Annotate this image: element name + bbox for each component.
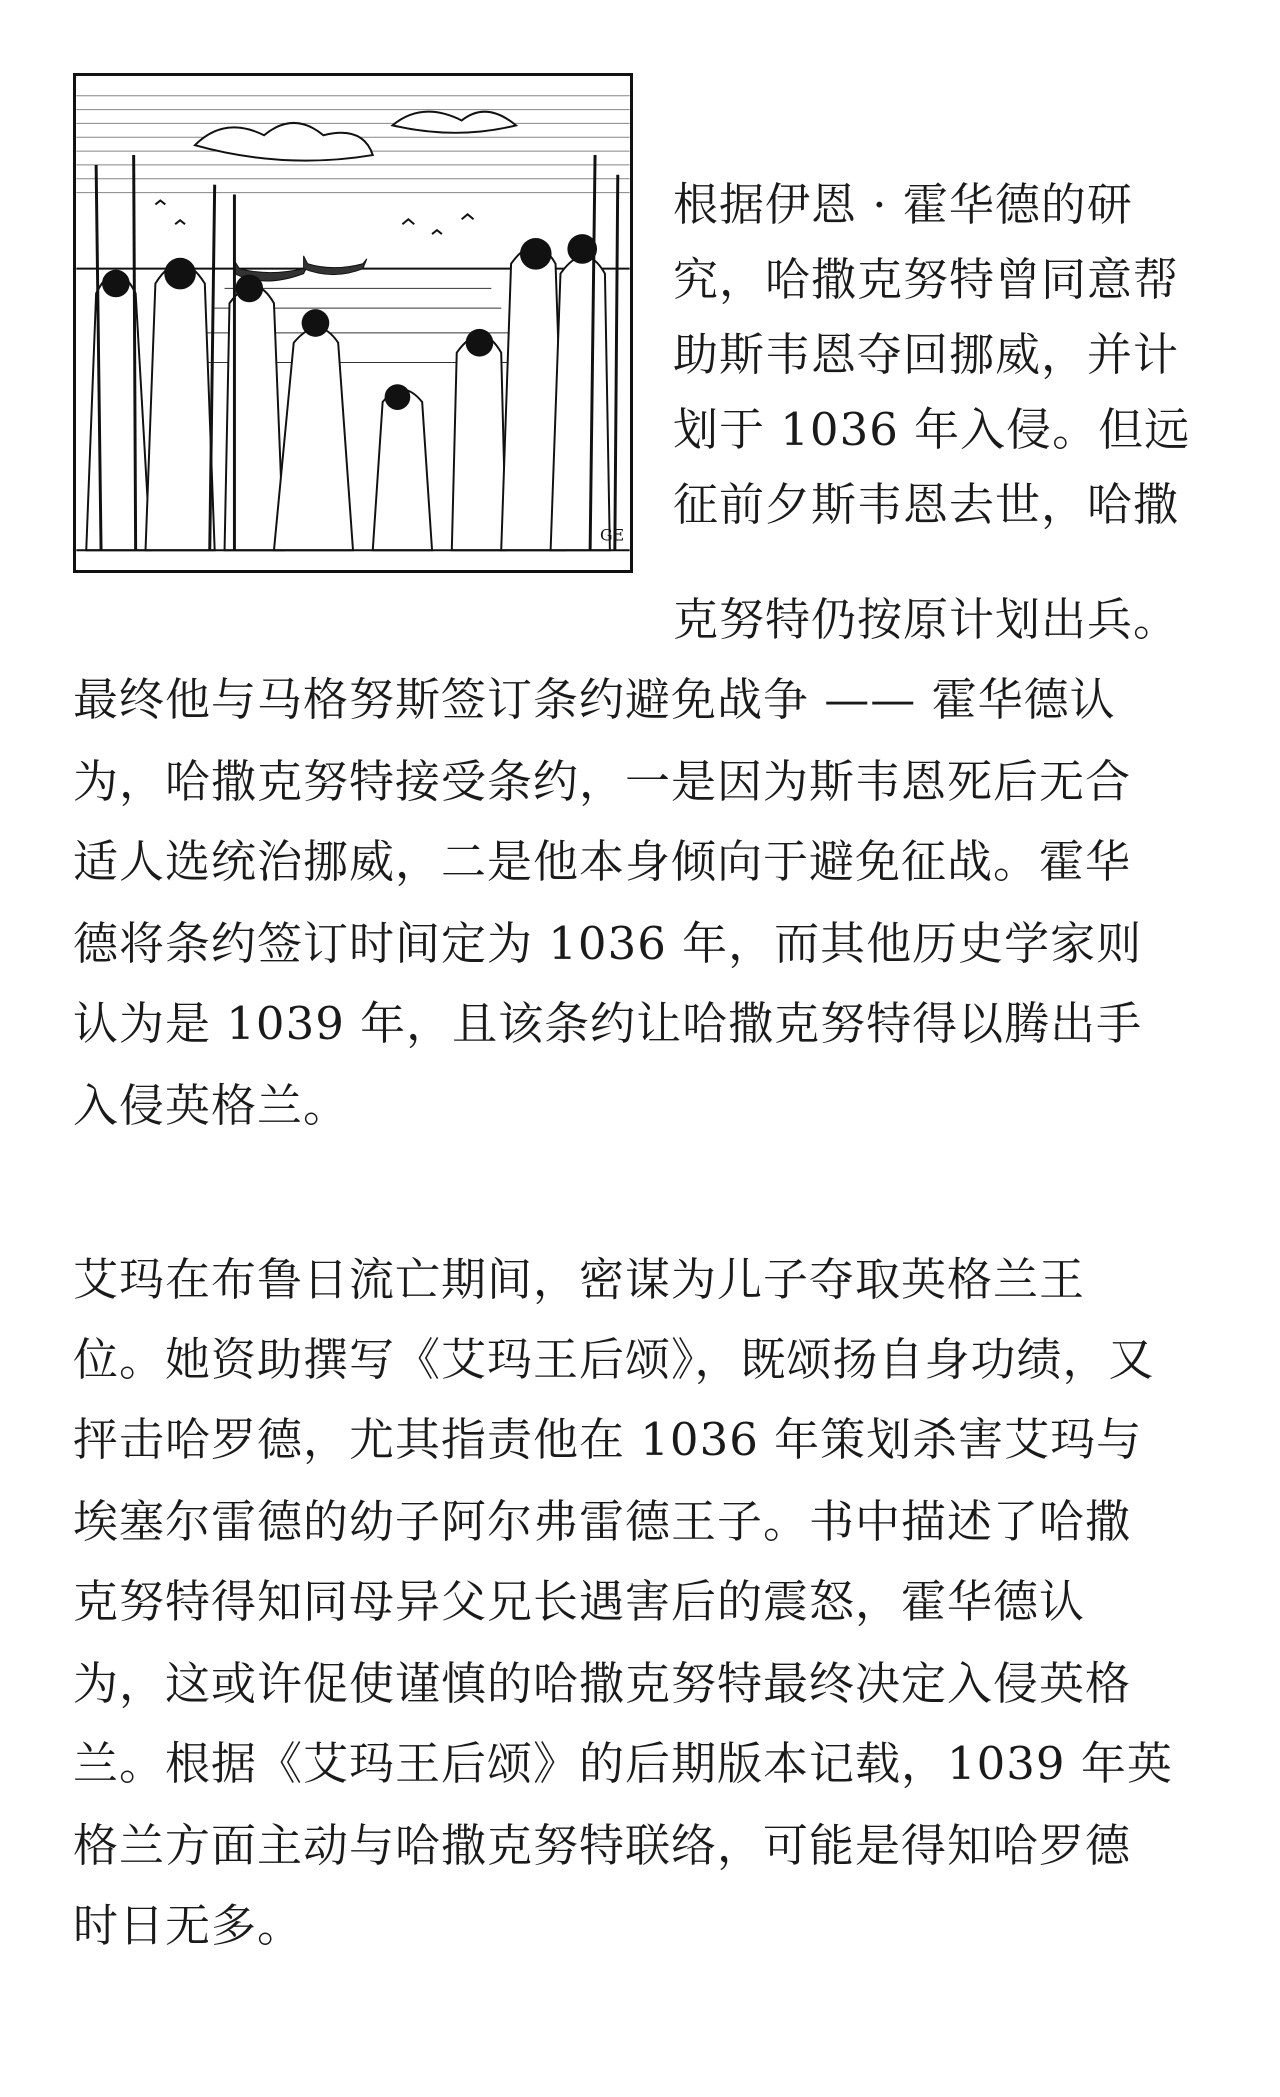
viking-longships-engraving-icon [76,76,630,570]
paragraph-1-line-2: 究，哈撒克努特曾同意帮 [673,253,1180,306]
paragraph-2-line-9: 时日无多。 [73,1899,304,1952]
monogram: GE [600,525,625,545]
paragraph-1-line-9: 适人选统治挪威，二是他本身倾向于避免征战。霍华 [73,835,1132,888]
paragraph-2-line-8: 格兰方面主动与哈撒克努特联络，可能是得知哈罗德 [73,1819,1132,1872]
paragraph-2-line-4: 埃塞尔雷德的幼子阿尔弗雷德王子。书中描述了哈撒 [73,1495,1132,1548]
paragraph-1-line-11: 认为是 1039 年，且该条约让哈撒克努特得以腾出手 [73,997,1143,1050]
paragraph-2-line-5: 克努特得知同母异父兄长遇害后的震怒，霍华德认 [73,1575,1086,1628]
paragraph-2-line-2: 位。她资助撰写《艾玛王后颂》，既颂扬自身功绩，又 [73,1333,1155,1386]
paragraph-1-line-7: 最终他与马格努斯签订条约避免战争 —— 霍华德认 [73,673,1116,726]
paragraph-1-line-5: 征前夕斯韦恩去世，哈撒 [673,478,1180,531]
paragraph-2-line-3: 抨击哈罗德，尤其指责他在 1036 年策划杀害艾玛与 [73,1413,1143,1466]
paragraph-2-line-7: 兰。根据《艾玛王后颂》的后期版本记载，1039 年英 [73,1737,1173,1790]
paragraph-2-line-1: 艾玛在布鲁日流亡期间，密谋为儿子夺取英格兰王 [73,1253,1086,1306]
paragraph-1-line-4: 划于 1036 年入侵。但远 [673,403,1191,456]
paragraph-1-line-1: 根据伊恩 · 霍华德的研 [673,178,1133,231]
paragraph-1-line-8: 为，哈撒克努特接受条约，一是因为斯韦恩死后无合 [73,755,1132,808]
paragraph-2-line-6: 为，这或许促使谨慎的哈撒克努特最终决定入侵英格 [73,1657,1132,1710]
paragraph-1-line-6: 克努特仍按原计划出兵。 [673,593,1180,646]
paragraph-1-line-12: 入侵英格兰。 [73,1079,350,1132]
paragraph-1-line-3: 助斯韦恩夺回挪威，并计 [673,328,1180,381]
paragraph-1-line-10: 德将条约签订时间定为 1036 年，而其他历史学家则 [73,917,1143,970]
viking-engraving-illustration [73,73,633,573]
